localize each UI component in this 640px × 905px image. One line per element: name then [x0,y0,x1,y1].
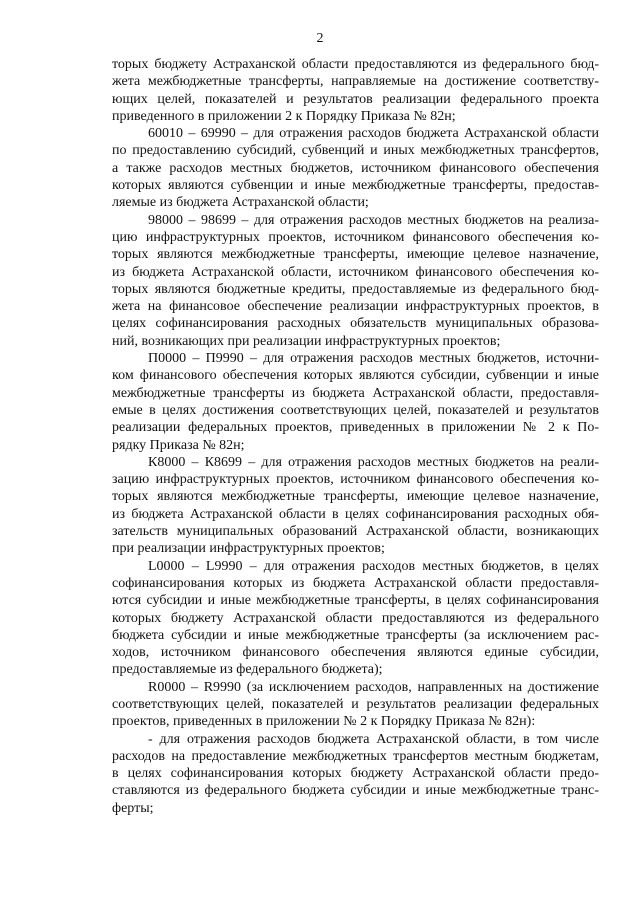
text-line: ются субсидии и иные межбюджетные трансферты, в целях софинансирования [112,593,599,609]
text-line: К8000 – К8699 – для отражения расходов местных бюджетов на реали- [148,454,599,470]
text-line: 60010 – 69990 – для отражения расходов бюджета Астраханской области [148,126,599,142]
text-line: ставляются из федерального бюджета субсидии и иные межбюджетные транс- [112,783,599,799]
text-line: которых являются субвенции и иные межбюджетные трансферты, предостав- [112,178,599,194]
document-body [112,56,599,817]
text-line: реализации федеральных проектов, приведенных в приложении № 2 к По- [112,420,599,436]
text-line: целях софинансирования расходных обязательств муниципальных образова- [112,316,599,332]
text-line: расходов на предоставление межбюджетных трансфертов местным бюджетам, [112,748,599,764]
paragraph [112,212,599,350]
text-line: межбюджетные трансферты из бюджета Астраханской области, предоставля- [112,385,599,401]
text-line: рядку Приказа № 82н; [112,437,245,453]
text-line: софинансирования которых из бюджета Астраханской области предоставля- [112,575,599,591]
text-line: по предоставлению субсидий, субвенций и иных межбюджетных трансфертов, [112,143,599,159]
paragraph [112,731,599,817]
paragraph [112,56,599,125]
text-line: предоставляемые из федерального бюджета); [112,662,383,678]
text-line: емые в целях достижения соответствующих целей, показателей и результатов [112,402,599,418]
text-line: соответствующих целей, показателей и результатов реализации федеральных [112,696,599,712]
text-line: зацию инфраструктурных проектов, источником финансового обеспечения ко- [112,472,599,488]
text-line: в целях софинансирования которых бюджету Астраханской области предо- [112,766,599,782]
paragraph [112,350,599,454]
paragraph [112,558,599,679]
text-line: а также расходов местных бюджетов, источником финансового обеспечения [112,160,599,176]
text-line: из бюджета Астраханской области, источником финансового обеспечения ко- [112,264,599,280]
text-line: цию инфраструктурных проектов, источником финансового обеспечения ко- [112,229,599,245]
text-line: проектов, приведенных в приложении № 2 к Порядку Приказа № 82н): [112,714,536,730]
text-line: торых бюджету Астраханской области предоставляются из федерального бюд- [112,57,599,72]
text-line: из бюджета Астраханской области в целях софинансирования расходных обя- [112,506,599,522]
text-line: приведенного в приложении 2 к Порядку Приказа № 82н; [112,108,456,124]
text-line: ферты; [112,800,154,816]
text-line: зательств муниципальных образований Астраханской области, возникающих [112,524,599,540]
text-line: ком финансового обеспечения которых являются субсидии, субвенции и иные [112,368,599,384]
text-line: торых являются межбюджетные трансферты, имеющие целевое назначение, [112,489,599,505]
page-number: 2 [316,31,324,46]
text-line: торых являются бюджетные кредиты, предоставляемые из федерального бюд- [112,281,599,297]
text-line: П0000 – П9990 – для отражения расходов местных бюджетов, источни- [148,351,599,367]
paragraph [112,454,599,558]
text-line: ляемые из бюджета Астраханской области; [112,195,369,211]
paragraph [112,679,599,731]
text-line: жета межбюджетные трансферты, направляемые на достижение соответству- [112,74,599,90]
text-line: R0000 – R9990 (за исключением расходов, направленных на достижение [148,679,599,695]
text-line: торых являются межбюджетные трансферты, имеющие целевое назначение, [112,247,599,263]
text-line: - для отражения расходов бюджета Астраханской области, в том числе [148,731,599,747]
text-line: 98000 – 98699 – для отражения расходов местных бюджетов на реализа- [148,212,599,228]
text-line: при реализации инфраструктурных проектов; [112,541,385,557]
text-line: бюджета субсидии и иные межбюджетные трансферты (за исключением рас- [112,627,599,643]
text-line: L0000 – L9990 – для отражения расходов местных бюджетов, в целях [148,558,599,574]
text-line: ющих целей, показателей и результатов реализации федерального проекта [112,91,599,107]
paragraph [112,125,599,211]
text-line: жета на финансовое обеспечение реализации инфраструктурных проектов, в [112,299,599,315]
text-line: ний, возникающих при реализации инфраструктурных проектов; [112,333,501,349]
text-line: ходов, источником финансового обеспечения являются единые субсидии, [112,645,599,661]
text-line: которых бюджету Астраханской области предоставляются из федерального [112,610,599,626]
